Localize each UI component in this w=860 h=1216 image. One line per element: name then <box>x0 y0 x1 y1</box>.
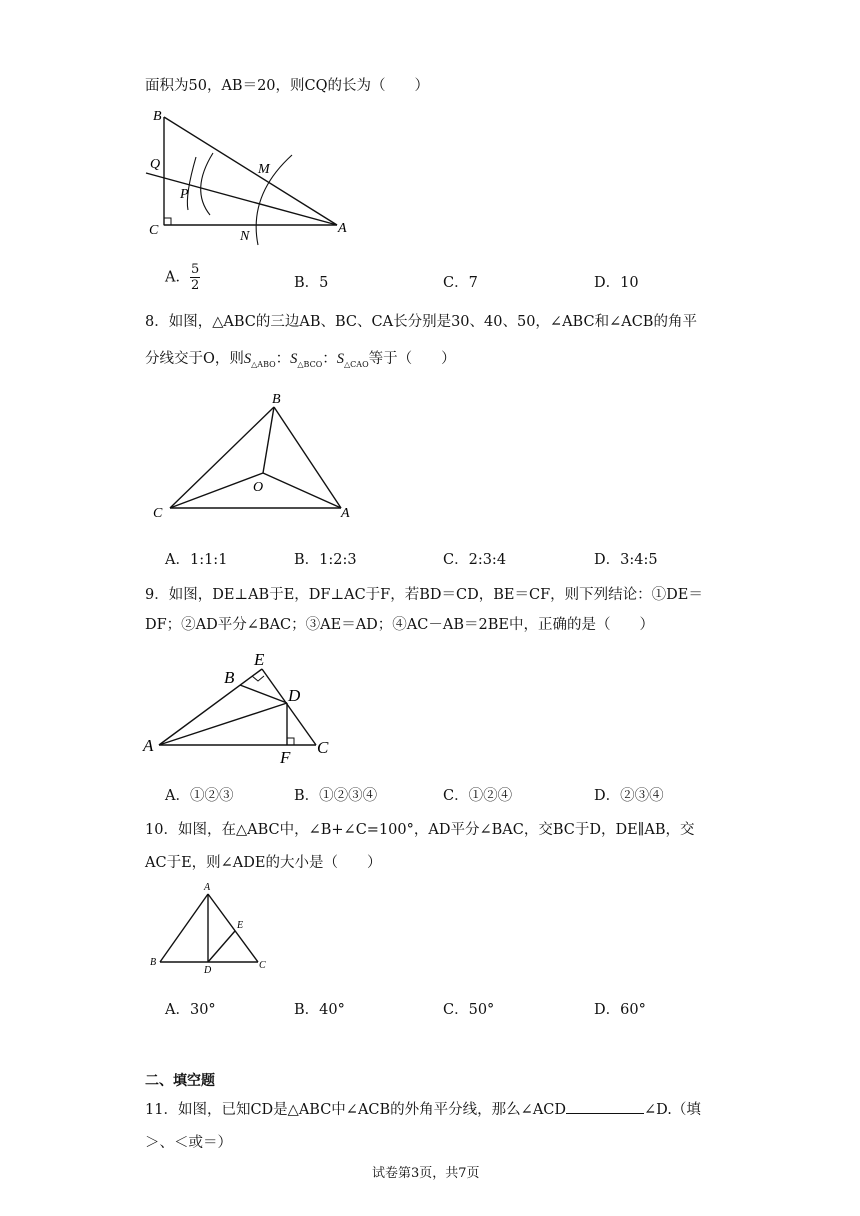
q7-label-P: P <box>180 187 189 202</box>
q10-figure <box>145 878 275 978</box>
q7-option-a-prefix: A． <box>165 269 190 286</box>
q9-option-d[interactable]: D．②③④ <box>594 788 664 804</box>
section-title: 二、填空题 <box>145 1073 215 1089</box>
q9-option-c[interactable]: C．①②④ <box>443 788 513 804</box>
q7-option-a-fraction: $\frac{5}{2}$ <box>190 262 200 293</box>
q7-option-a[interactable] <box>165 262 200 293</box>
q9-stem-line1: 9．如图，DE⊥AB于E，DF⊥AC于F，若BD＝CD，BE＝CF，则下列结论：①DE＝ <box>145 587 703 603</box>
q9-option-b[interactable]: B．①②③④ <box>294 788 378 804</box>
q9-label-A: A <box>143 736 154 755</box>
q7-figure <box>140 100 365 250</box>
q8-option-c[interactable]: C．2:3:4 <box>443 552 507 568</box>
q8-option-a[interactable]: A．1:1:1 <box>165 552 228 568</box>
q9-label-E: E <box>254 650 265 669</box>
q7-label-N: N <box>240 229 250 244</box>
q8-stem-line2: 分线交于O，则$S_{\triangle ABO}$：$S_{\triangle BCO}$：$S_{\triangle CAO}$等于（ ） <box>145 351 456 369</box>
q11-answer-blank[interactable] <box>566 1099 644 1114</box>
q8-figure <box>145 385 365 525</box>
q10-label-D: D <box>204 965 212 976</box>
q8-label-C: C <box>153 506 163 521</box>
q10-option-b[interactable]: B．40° <box>294 1002 345 1018</box>
q10-option-a[interactable]: A．30° <box>165 1002 216 1018</box>
q10-label-A: A <box>204 882 211 893</box>
q10-label-E: E <box>237 920 244 931</box>
q9-figure <box>140 645 340 770</box>
q10-stem-line1: 10．如图，在△ABC中，∠B+∠C=100°，AD平分∠BAC，交BC于D，DE∥AB，交 <box>145 822 695 838</box>
q8-label-O: O <box>253 480 264 495</box>
q9-stem-line2: DF；②AD平分∠BAC；③AE＝AD；④AC－AB＝2BE中，正确的是（ ） <box>145 617 654 633</box>
q11-stem-line1: 11．如图，已知CD是△ABC中∠ACB的外角平分线，那么∠ACD ∠D.（填 <box>145 1098 701 1119</box>
q10-stem-line2: AC于E，则∠ADE的大小是（ ） <box>145 855 382 871</box>
q10-label-C: C <box>259 960 266 971</box>
q9-label-C: C <box>317 738 329 757</box>
q9-option-a[interactable]: A．①②③ <box>165 788 234 804</box>
q7-option-d[interactable]: D．10 <box>594 275 639 291</box>
q9-label-F: F <box>280 748 291 767</box>
q7-stem-tail: 面积为50，AB＝20，则CQ的长为（ ） <box>145 78 430 94</box>
q7-label-Q: Q <box>150 157 161 172</box>
q8-option-d[interactable]: D．3:4:5 <box>594 552 658 568</box>
q7-option-c[interactable]: C．7 <box>443 275 478 291</box>
q8-option-b[interactable]: B．1:2:3 <box>294 552 357 568</box>
q7-option-b[interactable]: B．5 <box>294 275 329 291</box>
q7-label-C: C <box>149 223 159 238</box>
q11-stem-line2: ＞、＜或＝） <box>145 1135 232 1151</box>
q7-label-M: M <box>258 162 270 177</box>
q10-option-d[interactable]: D．60° <box>594 1002 646 1018</box>
q8-label-B: B <box>272 392 281 407</box>
q10-label-B: B <box>150 957 157 968</box>
q10-option-c[interactable]: C．50° <box>443 1002 495 1018</box>
q8-stem-line1: 8．如图，△ABC的三边AB、BC、CA长分别是30、40、50，∠ABC和∠ACB的角平 <box>145 314 697 330</box>
q8-label-A: A <box>341 506 350 521</box>
q9-label-B: B <box>224 668 235 687</box>
q7-label-B: B <box>153 109 162 124</box>
q9-label-D: D <box>288 686 301 705</box>
page-footer: 试卷第3页，共7页 <box>372 1166 480 1181</box>
q7-label-A: A <box>338 221 347 236</box>
